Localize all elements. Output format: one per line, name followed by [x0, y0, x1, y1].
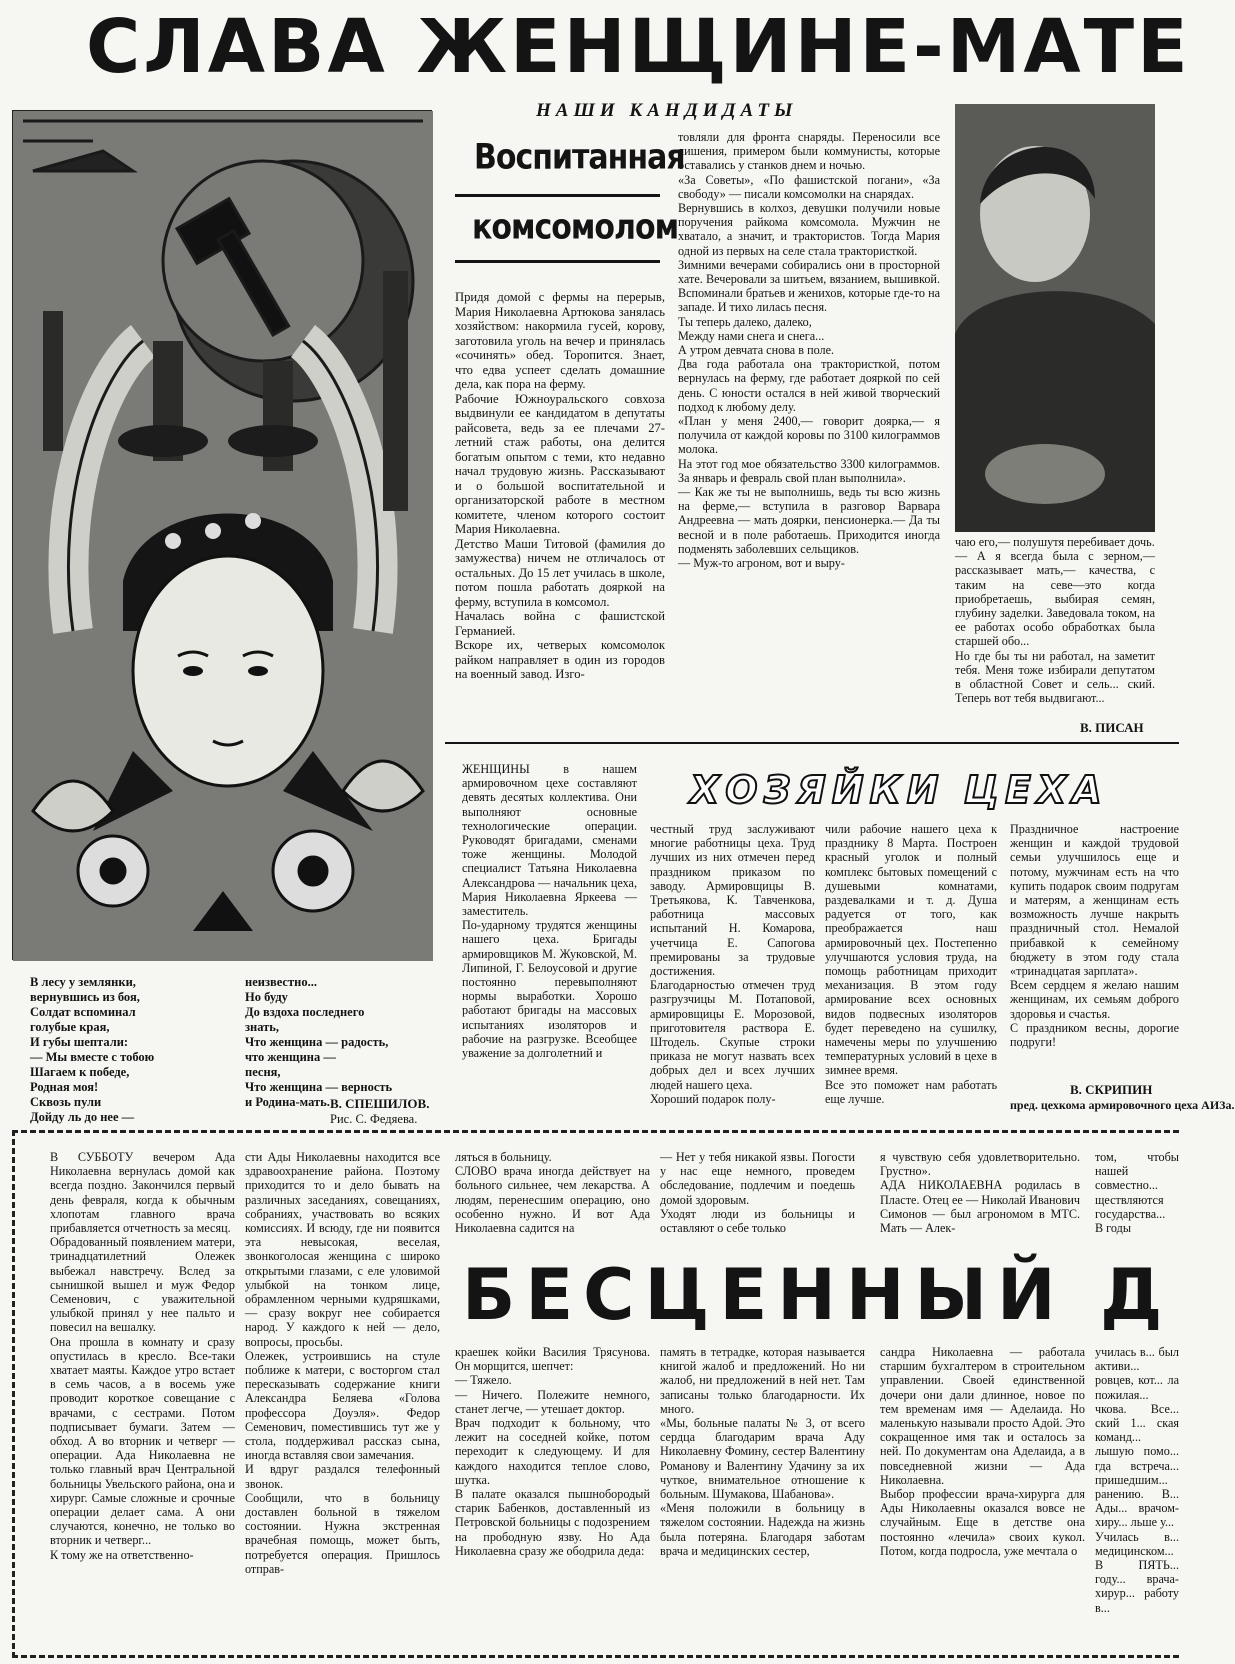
article2-byline-role: пред. цехкома армировочного цеха АИЗа.: [1010, 1098, 1235, 1112]
article3-column-3: краешек койки Василия Трясунова. Он морщится, шепчет: — Тяжело. — Ничего. Полежите немного, станет легче, — утешает доктор. Врач подходит к больному, что лежит на соседней койке, потом переходит к следующему. И для каждого находится теплое слово, шутка. В палате оказался пышнобородый старик Бабенков, доставленный из Петровской больницы с подозрением на прободную язву. Но Ада Николаевна сразу же ободрила деда:: [455, 1345, 650, 1558]
article1-column-3: чаю его,— полушутя перебивает дочь. — А я всегда была с зерном,— рассказывает мать,— качества, с таким на севе—это когда приобретаешь, выбирая семян, глубину заделки. Заведовала током, на ее работах особо обработках была старшей обо... Но где бы ты ни работал, на заметит тебя. Меня тоже избирали депутатом в областной Совет и сель... ский. Теперь вот тебя выдвигают...: [955, 535, 1155, 706]
poster-artwork: [13, 111, 433, 961]
article3-column-5: сандра Николаевна — работала старшим бухгалтером в строительном управлении. Своей единственной дочери они дали длинное, новое по тем временам имя — Аделаида. Но маленькую называли просто Адой. Это сокращенное имя так и осталось за ней. По документам она Аделаида, а в повседневной жизни — Ада Николаевна. Выбор профессии врача-хирурга для Ады Николаевны оказался вовсе не случайным. Еще в детстве она постоянно «лечила» своих кукол. Потом, когда подросла, уже мечтала о: [880, 1345, 1085, 1558]
article2-column-1: ЖЕНЩИНЫ в нашем армировочном цехе составляют девять десятых коллектива. Они выполняют основные технологические операции. Руководят бригадами, сменами тоже женщины. Молодой специалист Татьяна Николаевна Александрова — начальник цеха, Мария Николаевна Яркеева — заместитель. По-ударному трудятся женщины нашего цеха. Бригады армировщиков М. Жуковской, М. Липиной, Г. Белоусовой и другие постоянно перевыполняют нормы выработки. Хорошо работают бригады на массовых испытаниях изоляторов и рабочие на разгрузке. Всеобщее уважение за долголетний и: [462, 762, 637, 1061]
article-title-line1: Воспитанная: [474, 137, 685, 178]
portrait-image: [955, 104, 1155, 532]
article1-column-2: товляли для фронта снаряды. Переносили все лишения, примером были коммунисты, которые оставались у станков днем и ночью. «За Советы», «По фашистской погани», «За свободу» — писали комсомолки на снарядах. Вернувшись в колхоз, девушки получили новые поручения райкома комсомола. Мужчин не хватало, а значит, и трактористов. Тогда Мария одной из первых на селе стала трактористкой. Зимними вечерами собирались они в просторной хате. Вечеровали за шитьем, вязанием, вышивкой. Вспоминали братьев и женихов, которые где-то на западе. И тихо лилась песня. Ты теперь далеко, далеко, Между нами снега и снега... А утром девчата снова в поле. Два года работала она трактористкой, потом вернулась на ферму, где работает дояркой по сей день. С юности остался в ней живой творческий подход к любому делу. «План у меня 2400,— говорит доярка,— я получила от каждой коровы по 3100 килограммов молока. На этот год мое обязательство 3300 килограммов. За январь и февраль свой план выполнила». — Как же ты не выполнишь, ведь ты всю жизнь на ферме,— вступила в разговор Варвара Андреевна — мать доярки, пенсионерка.— Да ты весной и в поле работаешь. Приходится иногда подменять заболевших сельщиков. — Муж-то агроном, вот и выру-: [678, 130, 940, 571]
poster-illustration: [12, 110, 432, 960]
title-rule: [455, 194, 660, 197]
poem-right: неизвестно... Но буду До вздоха последнего знать, Что женщина — радость, что женщина — песня, Что женщина — верность и Родина-мать.: [245, 975, 393, 1109]
article2-column-4: Праздничное настроение женщин и каждой трудовой семьи улучшилось еще и потому, мужчинам есть на что купить подарок своим подругам и матерям, а женщинам есть возможность лучше накрыть праздничный стол. Немалой прибавкой к семейному бюджету в этом году стала «тринадцатая зарплата». Всем сердцем я желаю нашим женщинам, их семьям доброго здоровья и счастья. С праздником весны, дорогие подруги!: [1010, 822, 1179, 1050]
article2-column-2: честный труд заслуживают многие работницы цеха. Труд лучших из них отмечен перед праздником приказом по заводу. Армировщицы В. Третьякова, К. Тавченкова, работница массовых испытаний Н. Комарова, учетчица Е. Сапогова премированы за трудовые достижения. Благодарностью отмечен труд разгрузчицы М. Потаповой, армировщицы Е. Морозовой, приготовителя раствора Е. Штодель. Скупые строки приказа не могут назвать всех добрых дел и всех лучших людей нашего цеха. Хороший подарок полу-: [650, 822, 815, 1106]
illustration-credit: Рис. С. Федяева.: [330, 1112, 418, 1126]
article3-column-6-top: том, чтобы нашей совместно... ществляются государства... В годы: [1095, 1150, 1179, 1236]
article3-column-4-top: — Нет у тебя никакой язвы. Погости у нас еще немного, проведем обследование, подлечим и поедешь домой здоровым. Уходят люди из больницы и оставляют о себе только: [660, 1150, 855, 1236]
article1-column-1: Придя домой с фермы на перерыв, Мария Николаевна Артюкова занялась хозяйством: накормила гусей, корову, заготовила уголь на вечер и принялась «сочинять» обед. Торопится. Знает, что едва успеет сделать домашние дела, как пора на ферму. Рабочие Южноуральского совхоза выдвинули ее кандидатом в депутаты райсовета, ведь за ее плечами 27-летний стаж работы, она делится богатым опытом с теми, кто недавно начал трудовую жизнь. Рассказывают и о большой воспитательной и организаторской работе в местном комитете, членом которого состоит Мария Николаевна. Детство Маши Титовой (фамилия до замужества) ничем не отличалось от остальных. До 15 лет училась в школе, потом пошла работать дояркой на ферму, вступила в комсомол. Началась война с фашистской Германией. Вскоре их, четверых комсомолок райком направляет в один из городов на военный завод. Изго-: [455, 290, 665, 681]
article1-byline: В. ПИСАН: [1080, 720, 1144, 735]
article3-column-1: В СУББОТУ вечером Ада Николаевна вернулась домой как всегда поздно. Закончился первый день февраля, когда к обычным хлопотам главного врача прибавляется отчетность за месяц. Обрадованный появлением матери, тринадцатилетний Олежек выбежал навстречу. Вслед за сынишкой вышел и муж Федор Семенович, с уважительной улыбкой принял у нее пальто и повесил на вешалку. Она прошла в комнату и сразу опустилась в кресло. Все-таки хватает маяты. Каждое утро встает в семь часов, а в восемь уже проводит короткое совещание с врачами, с сестрами. Потом подписывает бумаги. Затем — обход. А во вторник и четверг — операции. Ада Николаевна не только главный врач Центральной больницы Увельского района, она и хирург. Самые сложные и срочные операции делает сама. А они случаются, конечно, не только во вторник и четверг... К тому же на ответственно-: [50, 1150, 235, 1562]
article3-title: БЕСЦЕННЫЙ Д: [462, 1254, 1173, 1336]
title-rule: [455, 260, 660, 263]
article3-column-2: сти Ады Николаевны находится все здравоохранение района. Поэтому приходится то и дело бывать на различных заседаниях, совещаниях, собраниях, участвовать во всяких комиссиях. И всюду, где ни появится эта невысокая, веселая, звонкоголосая женщина с широко открытыми глазами, с еле уловимой улыбкой на тонком лице, обрамленном черными кудряшками, — сразу вокруг нее собирается народ. У каждого к ней — дело, вопросы, просьбы. Олежек, устроившись на стуле поближе к матери, с восторгом стал пересказывать содержание книги Александра Беляева «Голова профессора Доуэля». Федор Семенович, поместившись тут же у стола, поддерживал рассказ сына, иногда вставляя свои замечания. И вдруг раздался телефонный звонок. Сообщили, что в больницу доставлен больной в тяжелом состоянии. Нужна экстренная врачебная помощь, может быть, потребуется операция. Пришлось отправ-: [245, 1150, 440, 1576]
article2-title: ХОЗЯЙКИ ЦЕХА: [690, 768, 1108, 812]
page-headline: СЛАВА ЖЕНЩИНЕ-МАТЕ: [86, 4, 1191, 90]
article2-column-3: чили рабочие нашего цеха к празднику 8 Марта. Построен красный уголок и полный комплекс бытовых помещений с душевыми комнатами, раздевалками и т. д. Душа радуется от того, как преображается наш армировочный цех. Постепенно улучшаются условия труда, на помощь работницам приходит механизация. В этом году армирование всех основных видов подвесных изоляторов будет переведено на сушилку, намечены меры по улучшению температурных условий в цехе в зимнее время. Все это поможет нам работать еще лучше.: [825, 822, 997, 1106]
article3-column-4: память в тетрадке, которая называется книгой жалоб и предложений. Но ни жалоб, ни предложений в ней нет. Там записаны только благодарности. Их много. «Мы, больные палаты № 3, от всего сердца благодарим врача Аду Николаевну Фомину, сестер Валентину Романову и Валентину Удачину за их чуткое, внимательное отношение к больным. Шумакова, Шабанова». «Меня положили в больницу в тяжелом состоянии. Надежда на жизнь была потеряна. Благодаря заботам врача и медицинских сестер,: [660, 1345, 865, 1558]
article3-column-5-top: я чувствую себя удовлетворительно. Грустно». АДА НИКОЛАЕВНА родилась в Пласте. Отец ее — Николай Иванович Симонов — был агрономом в МТС. Мать — Алек-: [880, 1150, 1080, 1236]
section-rule: [445, 742, 1179, 744]
article3-column-3-top: ляться в больницу. СЛОВО врача иногда действует на больного сильнее, чем лекарства. А людям, перенесшим операцию, оно особенно нужно. И вот Ада Николаевна садится на: [455, 1150, 650, 1236]
article2-byline: В. СКРИПИН: [1070, 1082, 1153, 1097]
poem-left: В лесу у землянки, вернувшись из боя, Солдат вспоминал голубые края, И губы шептали: — Мы вместе с тобою Шагаем к победе, Родная моя! Сквозь пули Дойду ль до нее —: [30, 975, 155, 1124]
article3-column-6: училась в... был активи... ровцев, кот... ла пожилая... чкова. Все... ский 1... ская команд... лышую помо... гда встреча... пришедшим... ранению. В... Ады... врачом-хиру... льше у... Училась в... медицинском... В ПЯТЬ... году... врача-хирур... работу в...: [1095, 1345, 1179, 1615]
article-title-line2: комсомолом: [472, 207, 679, 248]
poem-author: В. СПЕШИЛОВ.: [330, 1096, 430, 1111]
portrait-photo: [955, 104, 1155, 532]
rubric: НАШИ КАНДИДАТЫ: [536, 100, 798, 121]
